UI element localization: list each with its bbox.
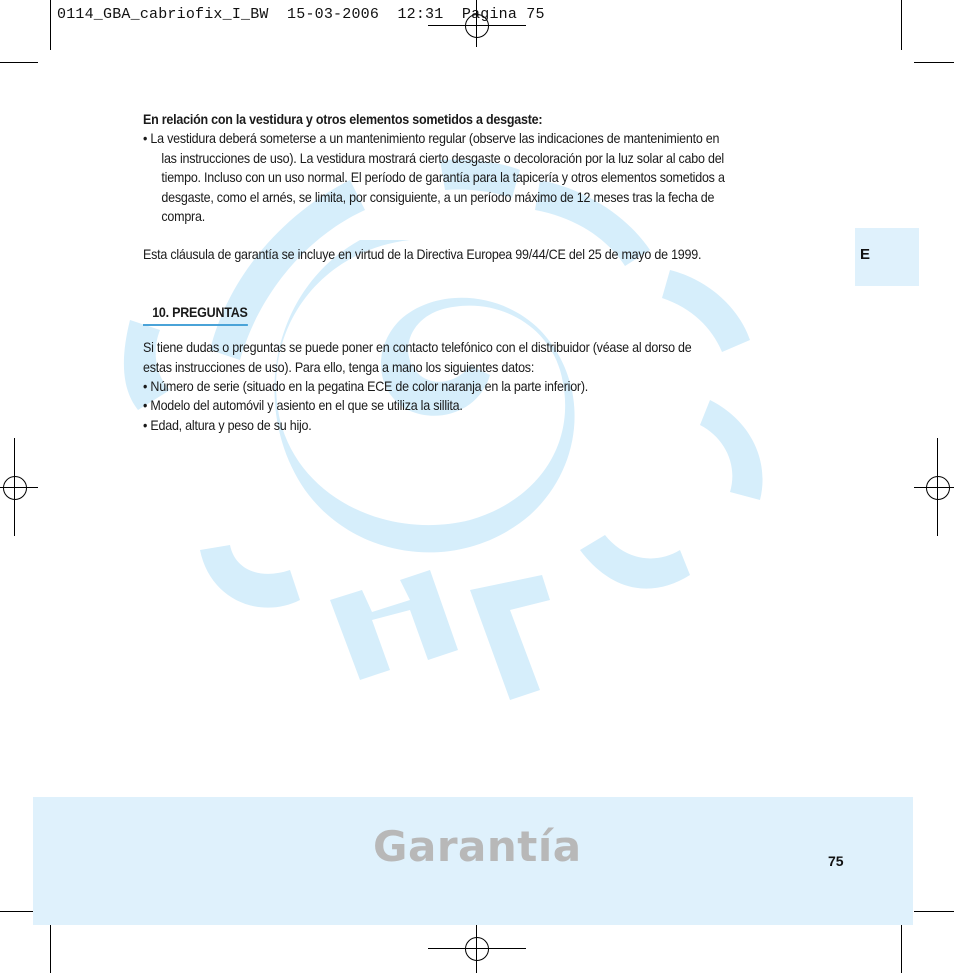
wear-items-bullet [143, 129, 842, 226]
language-tab-label: E [860, 246, 871, 263]
section-title: 10. PREGUNTAS [143, 303, 248, 326]
print-slug: 0114_GBA_cabriofix_I_BW 15-03-2006 12:31 Pagina 75 [57, 6, 545, 23]
crop-mark-top-left-h [0, 62, 38, 63]
crop-mark-top-left-v [50, 0, 51, 50]
wear-items-line: • La vestidura deberá someterse a un mantenimiento regular (observe las indicaciones de mantenimiento en [143, 131, 720, 147]
crop-mark-top-right-h [914, 62, 954, 63]
footer-title: Garantía [373, 822, 582, 871]
directive-paragraph: Esta cláusula de garantía se incluye en virtud de la Directiva Europea 99/44/CE del 25 de mayo de 1999. [143, 247, 702, 263]
questions-intro-line: Si tiene dudas o preguntas se puede poner en contacto telefónico con el distribuidor (véase al dorso de [143, 340, 692, 356]
questions-intro-line: estas instrucciones de uso). Para ello, tenga a mano los siguientes datos: [143, 359, 535, 375]
crop-mark-bottom-right-v [901, 925, 902, 973]
registration-left-circle-icon [3, 476, 27, 500]
crop-mark-top-right-v [901, 0, 902, 50]
wear-items-line: las instrucciones de uso). La vestidura mostrará cierto desgaste o decoloración por la luz solar al cabo del [161, 150, 724, 166]
wear-items-line: compra. [161, 209, 205, 225]
list-item: • Edad, altura y peso de su hijo. [143, 417, 312, 433]
list-item: • Modelo del automóvil y asiento en el que se utiliza la sillita. [143, 398, 463, 414]
page-number: 75 [828, 853, 844, 869]
wear-items-line: desgaste, como el arnés, se limita, por consiguiente, a un período máximo de 12 meses tras la fecha de [161, 189, 715, 205]
wear-items-heading: En relación con la vestidura y otros elementos sometidos a desgaste: [143, 112, 543, 127]
document-body [143, 110, 842, 435]
registration-bottom-circle-icon [465, 937, 489, 961]
crop-mark-bottom-right-h [914, 911, 954, 912]
wear-items-line: tiempo. Incluso con un uso normal. El período de garantía para la tapicería y otros elementos sometidos a [161, 170, 725, 186]
crop-mark-bottom-left-v [50, 925, 51, 973]
registration-right-circle-icon [926, 476, 950, 500]
list-item: • Número de serie (situado en la pegatina ECE de color naranja en la parte inferior). [143, 379, 589, 395]
